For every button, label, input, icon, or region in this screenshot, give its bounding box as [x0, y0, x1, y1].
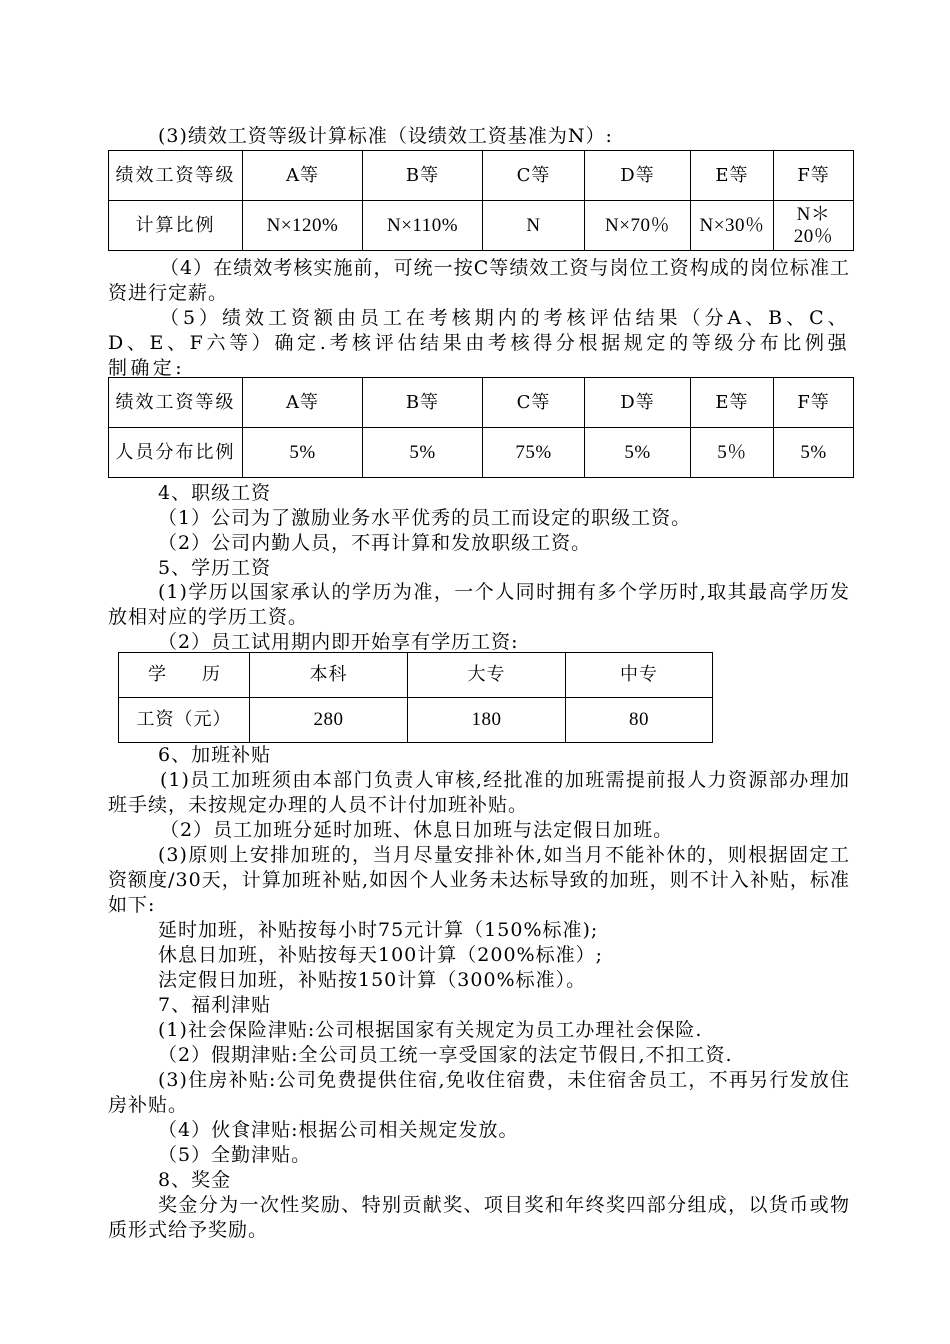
table-cell: 大专	[408, 653, 566, 698]
table-cell: D等	[585, 151, 691, 201]
paragraph-pre-assessment: （4）在绩效考核实施前，可统一按C等绩效工资与岗位工资构成的岗位标准工资进行定薪。	[108, 257, 850, 304]
paragraph-overtime-1: (1)员工加班须由本部门负责人审核,经批准的加班需提前报人力资源部办理加班手续，未按规定办理的人员不计付加班补贴。	[108, 769, 850, 816]
table-row	[109, 428, 854, 478]
paragraph-grade-distribution: （5）绩效工资额由员工在考核期内的考核评估结果（分A、B、C、D、E、F六等）确定.考核评估结果由考核得分根据规定的等级分布比例强制确定:	[108, 307, 850, 379]
table-cell: 绩效工资等级	[109, 378, 243, 428]
paragraph-welfare-4: （4）伙食津贴:根据公司相关规定发放。	[158, 1119, 519, 1141]
grade-ratio-table	[108, 150, 854, 251]
table-row	[119, 698, 713, 743]
section-heading-education-wage: 5、学历工资	[158, 557, 272, 579]
table-cell: N＊20％	[774, 201, 854, 251]
table-cell: 5%	[774, 428, 854, 478]
section-heading-overtime: 6、加班补贴	[158, 744, 272, 766]
table-cell: E等	[691, 378, 774, 428]
table-cell: D等	[585, 378, 691, 428]
table-cell: A等	[243, 378, 363, 428]
table-cell: 计算比例	[109, 201, 243, 251]
table-cell: 5%	[243, 428, 363, 478]
paragraph-welfare-2: （2）假期津贴:全公司员工统一享受国家的法定节假日,不扣工资.	[158, 1044, 733, 1066]
paragraph-welfare-1: (1)社会保险津贴:公司根据国家有关规定为员工办理社会保险.	[158, 1019, 703, 1041]
paragraph-overtime-3: (3)原则上安排加班的，当月尽量安排补休,如当月不能补休的，则根据固定工资额度/30天，计算加班补贴,如因个人业务未达标导致的加班，则不计入补贴，标准如下:	[108, 844, 850, 916]
table-cell: N×120%	[243, 201, 363, 251]
table-cell: 绩效工资等级	[109, 151, 243, 201]
paragraph-education-wage-1: (1)学历以国家承认的学历为准，一个人同时拥有多个学历时,取其最高学历发放相对应的学历工资。	[108, 581, 850, 628]
table-row	[109, 201, 854, 251]
table-cell: N	[483, 201, 585, 251]
table-cell: 工资（元）	[119, 698, 250, 743]
table-cell: 人员分布比例	[109, 428, 243, 478]
paragraph-rank-wage-2: （2）公司内勤人员，不再计算和发放职级工资。	[158, 532, 592, 554]
table-cell: C等	[483, 151, 585, 201]
table-cell: 75%	[483, 428, 585, 478]
table-cell: 5%	[363, 428, 483, 478]
paragraph-grade-standard: (3)绩效工资等级计算标准（设绩效工资基准为N）:	[158, 125, 613, 147]
table-cell: 280	[250, 698, 408, 743]
table-cell: 学 历	[119, 653, 250, 698]
paragraph-overtime-standard-1: 延时加班，补贴按每小时75元计算（150%标准);	[158, 919, 599, 941]
table-cell: 5％	[691, 428, 774, 478]
section-heading-bonus: 8、奖金	[158, 1169, 232, 1191]
paragraph-bonus: 奖金分为一次性奖励、特别贡献奖、项目奖和年终奖四部分组成，以货币或物质形式给予奖励。	[108, 1194, 850, 1241]
paragraph-rank-wage-1: （1）公司为了激励业务水平优秀的员工而设定的职级工资。	[158, 507, 692, 529]
section-heading-welfare: 7、福利津贴	[158, 994, 272, 1016]
paragraph-welfare-3: (3)住房补贴:公司免费提供住宿,免收住宿费，未住宿舍员工，不再另行发放住房补贴。	[108, 1069, 850, 1116]
table-cell: 5%	[585, 428, 691, 478]
table-header-row	[109, 151, 854, 201]
table-cell: B等	[363, 151, 483, 201]
table-cell: 中专	[566, 653, 713, 698]
table-header-row	[119, 653, 713, 698]
paragraph-education-wage-2: （2）员工试用期内即开始享有学历工资:	[158, 631, 519, 653]
paragraph-welfare-5: （5）全勤津贴。	[158, 1144, 312, 1166]
table-cell: 80	[566, 698, 713, 743]
table-cell: F等	[774, 151, 854, 201]
grade-distribution-table	[108, 377, 854, 478]
table-cell: 180	[408, 698, 566, 743]
table-cell: N×30％	[691, 201, 774, 251]
table-cell: A等	[243, 151, 363, 201]
table-cell: B等	[363, 378, 483, 428]
table-cell: 本科	[250, 653, 408, 698]
paragraph-overtime-2: （2）员工加班分延时加班、休息日加班与法定假日加班。	[160, 819, 674, 841]
table-header-row	[109, 378, 854, 428]
table-cell: N×70％	[585, 201, 691, 251]
paragraph-overtime-standard-3: 法定假日加班，补贴按150计算（300%标准）。	[158, 969, 587, 991]
table-cell: N×110%	[363, 201, 483, 251]
table-cell: C等	[483, 378, 585, 428]
paragraph-overtime-standard-2: 休息日加班，补贴按每天100计算（200%标准）;	[158, 944, 603, 966]
table-cell: E等	[691, 151, 774, 201]
education-wage-table	[118, 652, 713, 743]
table-cell: F等	[774, 378, 854, 428]
section-heading-rank-wage: 4、职级工资	[158, 482, 272, 504]
